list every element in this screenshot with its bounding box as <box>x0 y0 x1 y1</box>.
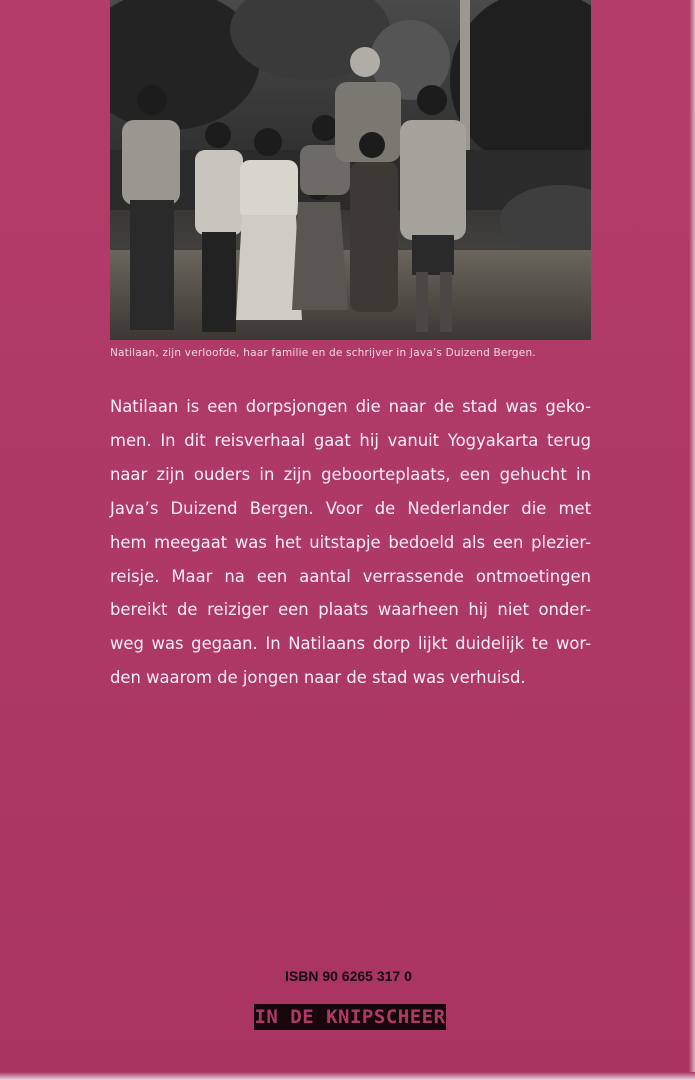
blurb-line: Java’s Duizend Bergen. Voor de Nederlander die met <box>110 498 591 518</box>
blurb-line: reisje. Maar na een aantal verrassende ontmoetingen <box>110 566 591 586</box>
blurb-line: men. In dit reisverhaal gaat hij vanuit Yogyakarta terug <box>110 430 591 450</box>
blurb-line: naar zijn ouders in zijn geboorteplaats, een gehucht in <box>110 464 591 484</box>
publisher-logo: IN DE KNIPSCHEER <box>254 1006 446 1028</box>
cover-edge-bottom <box>0 1072 695 1080</box>
blurb-text <box>110 390 591 695</box>
blurb-line: weg was gegaan. In Natilaans dorp lijkt duidelijk te wor- <box>110 634 591 654</box>
photo-caption: Natilaan, zijn verloofde, haar familie en de schrijver in Java’s Duizend Bergen. <box>110 347 536 359</box>
blurb-line: den waarom de jongen naar de stad was verhuisd. <box>110 668 526 688</box>
isbn-number: ISBN 90 6265 317 0 <box>285 968 412 984</box>
cover-edge-right <box>689 0 695 1080</box>
blurb-line: Natilaan is een dorpsjongen die naar de stad was geko- <box>110 397 591 416</box>
cover-photo <box>110 0 591 340</box>
blurb-line: bereikt de reiziger een plaats waarheen hij niet onder- <box>110 600 591 620</box>
blurb-line: hem meegaat was het uitstapje bedoeld als een plezier- <box>110 532 591 552</box>
group-photo-image <box>110 0 591 340</box>
